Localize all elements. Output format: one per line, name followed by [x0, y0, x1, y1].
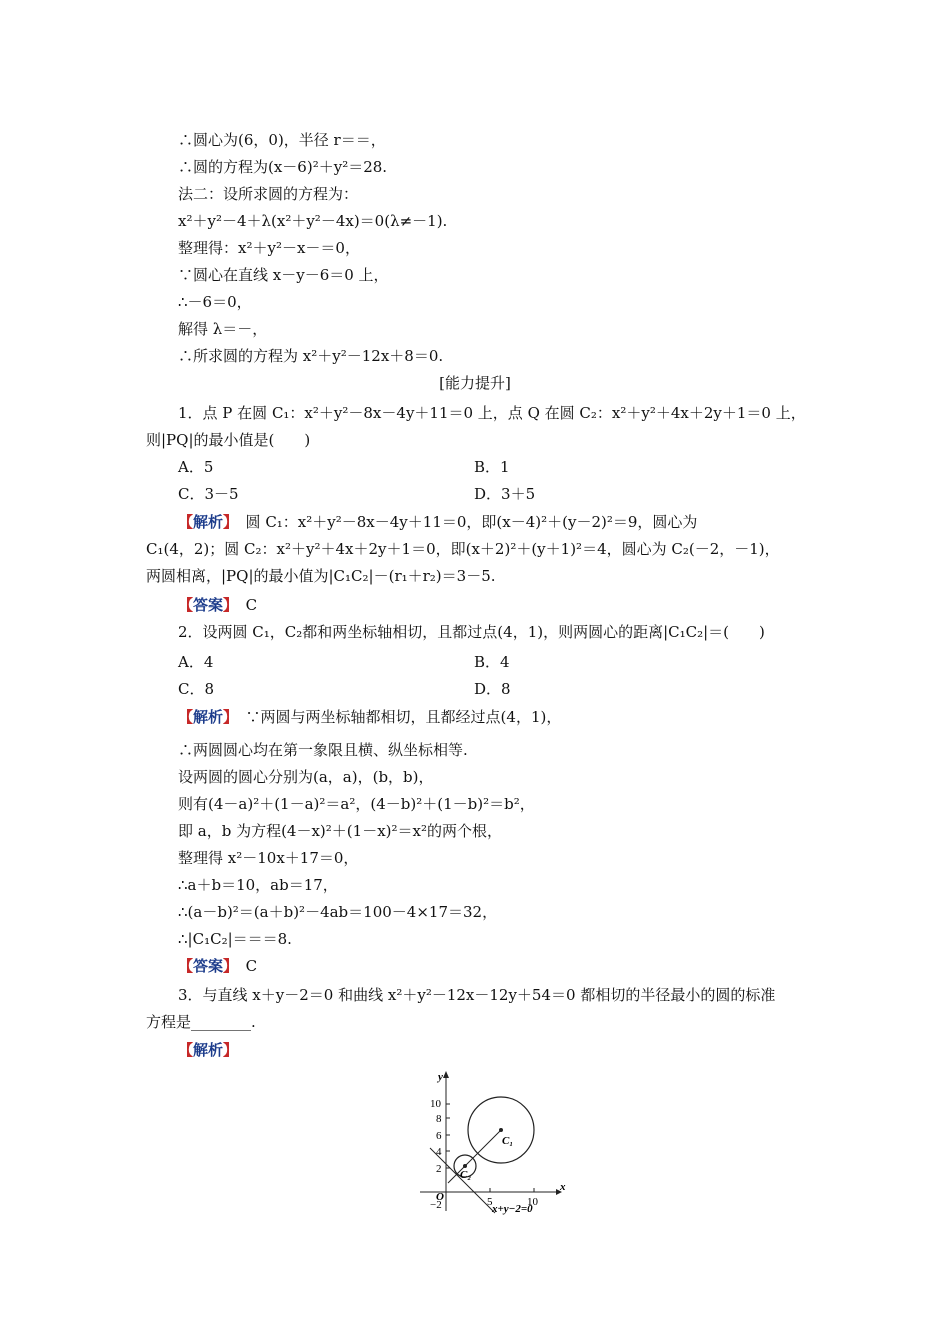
analysis-tag: 解析 — [193, 513, 224, 531]
text-line: 解得 λ＝－， — [178, 320, 268, 338]
bracket-open: 【 — [178, 513, 194, 531]
c2-label: C₂ — [460, 1169, 472, 1181]
text-line: 整理得 x²－10x＋17＝0， — [178, 849, 359, 867]
y-tick-label: 4 — [436, 1146, 442, 1158]
analysis-tag: 解析 — [193, 708, 224, 726]
text-line: ∴所求圆的方程为 x²＋y²－12x＋8＝0. — [178, 347, 444, 365]
q3-analysis-line — [178, 1040, 238, 1060]
section-heading-text: [能力提升] — [439, 374, 511, 392]
text-line: 两圆相离，|PQ|的最小值为|C₁C₂|－(r₁＋r₂)＝3－5. — [146, 567, 496, 585]
text-line: 2．设两圆 C₁，C₂都和两坐标轴相切，且都过点(4，1)，则两圆心的距离|C₁C₂|＝( ) — [178, 623, 765, 641]
text-line: ∴－6＝0， — [178, 293, 252, 311]
q2-analysis-line — [178, 707, 561, 727]
q1-analysis-text: 圆 C₁：x²＋y²－8x－4y＋11＝0，即(x－4)²＋(y－2)²＝9，圆心为 — [230, 513, 698, 531]
text-line: 3．与直线 x＋y－2＝0 和曲线 x²＋y²－12x－12y＋54＝0 都相切的半径最小的圆的标准 — [178, 986, 776, 1004]
text-line: ∴圆心为(6，0)，半径 r＝＝， — [178, 131, 386, 149]
x-axis-label: x — [560, 1181, 566, 1193]
y-tick-label: 2 — [436, 1163, 442, 1175]
text-line: 则有(4－a)²＋(1－a)²＝a²，(4－b)²＋(1－b)²＝b²， — [178, 795, 535, 813]
bracket-open: 【 — [178, 957, 194, 975]
bracket-open: 【 — [178, 708, 194, 726]
text-line: 则|PQ|的最小值是( ) — [146, 431, 311, 449]
choice-option: D．8 — [474, 680, 511, 698]
c2-point — [463, 1164, 467, 1168]
y-axis-arrow-icon — [443, 1071, 449, 1078]
c1-point — [499, 1128, 503, 1132]
y-tick-label: 8 — [436, 1113, 442, 1125]
y-tick-label: 6 — [436, 1130, 442, 1142]
text-line: ∵圆心在直线 x－y－6＝0 上， — [178, 266, 389, 284]
section-heading — [0, 373, 950, 393]
center-line — [448, 1130, 501, 1183]
text-line: 设两圆的圆心分别为(a，a)，(b，b)， — [178, 768, 434, 786]
x-tick-label: 10 — [527, 1196, 538, 1208]
bracket-close: 】 — [223, 708, 231, 726]
bracket-close: 】 — [223, 1041, 239, 1059]
choice-option: C．3－5 — [178, 485, 239, 503]
text-line: ∴圆的方程为(x－6)²＋y²＝28. — [178, 158, 388, 176]
choice-option: A．5 — [178, 458, 214, 476]
bracket-close: 】 — [223, 513, 231, 531]
y-axis-label: y — [438, 1071, 443, 1083]
answer-tag: 答案 — [193, 596, 224, 614]
bracket-close: 】 — [223, 957, 231, 975]
y-tick-label: −2 — [430, 1199, 442, 1211]
choice-option: C．8 — [178, 680, 215, 698]
text-line: x²＋y²－4＋λ(x²＋y²－4x)＝0(λ≠－1). — [178, 212, 448, 230]
line-label: x+y−2=0 — [492, 1203, 533, 1215]
bracket-open: 【 — [178, 1041, 194, 1059]
y-tick-label: 10 — [430, 1098, 441, 1110]
text-line: C₁(4，2)；圆 C₂：x²＋y²＋4x＋2y＋1＝0，即(x＋2)²＋(y＋1)²＝4，圆心为 C₂(－2，－1)， — [146, 540, 780, 558]
choice-option: B．4 — [474, 653, 510, 671]
bracket-open: 【 — [178, 596, 194, 614]
choice-option: A．4 — [178, 653, 214, 671]
q1-analysis-line — [178, 512, 697, 532]
text-line: 法二：设所求圆的方程为： — [178, 185, 359, 203]
text-line: ∴(a－b)²＝(a＋b)²－4ab＝100－4×17＝32， — [178, 903, 498, 921]
choice-option: D．3＋5 — [474, 485, 536, 503]
q1-answer-value: C — [245, 596, 258, 614]
tangent-circles-figure — [410, 1066, 570, 1220]
text-line: 方程是________. — [146, 1013, 256, 1031]
text-line: ∴|C₁C₂|＝＝＝8. — [178, 930, 292, 948]
q1-answer-line — [178, 595, 257, 615]
text-line: 1．点 P 在圆 C₁：x²＋y²－8x－4y＋11＝0 上，点 Q 在圆 C₂：x²＋y²＋4x＋2y＋1＝0 上， — [178, 404, 806, 422]
text-line: ∴a＋b＝10，ab＝17， — [178, 876, 338, 894]
q2-analysis-text: ∵两圆与两坐标轴都相切，且都经过点(4，1)， — [230, 708, 562, 726]
analysis-tag: 解析 — [193, 1041, 224, 1059]
x-tick-label: 5 — [487, 1196, 493, 1208]
answer-tag: 答案 — [193, 957, 224, 975]
text-line: ∴两圆圆心均在第一象限且横、纵坐标相等. — [178, 741, 468, 759]
q2-answer-value: C — [245, 957, 258, 975]
c1-label: C₁ — [502, 1135, 514, 1147]
q2-answer-line — [178, 956, 257, 976]
choice-option: B．1 — [474, 458, 510, 476]
figure-svg — [410, 1066, 570, 1216]
origin-label: O — [436, 1191, 444, 1203]
text-line: 整理得：x²＋y²－x－＝0， — [178, 239, 360, 257]
bracket-close: 】 — [223, 596, 231, 614]
text-line: 即 a，b 为方程(4－x)²＋(1－x)²＝x²的两个根， — [178, 822, 502, 840]
